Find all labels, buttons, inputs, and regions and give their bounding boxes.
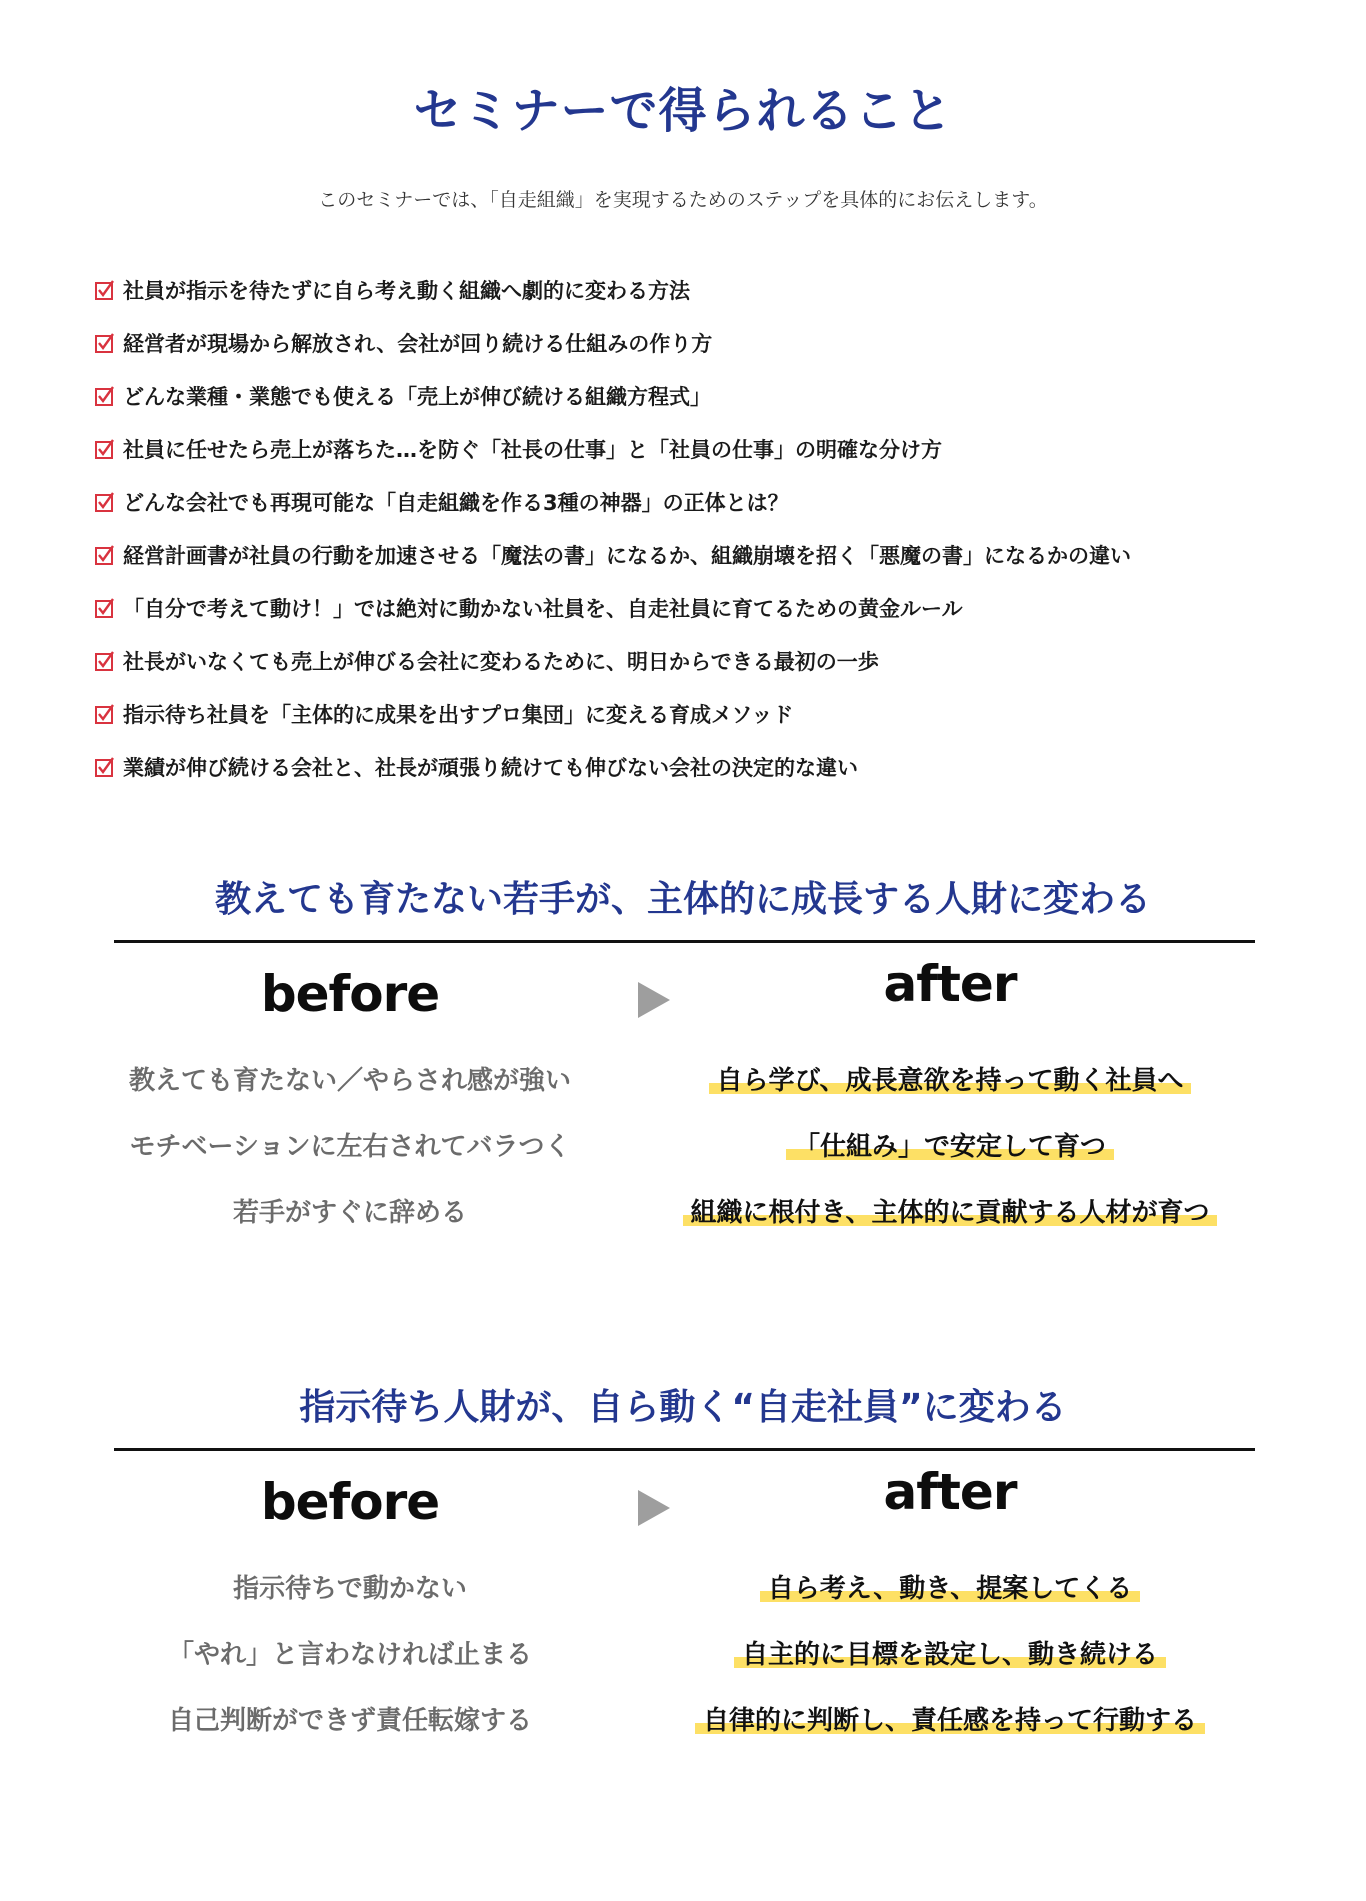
intro-text: このセミナーでは、「自走組織」を実現するためのステップを具体的にお伝えします。 — [318, 189, 1048, 211]
before-item: 教えても育たない／やらされ感が強い — [128, 1065, 571, 1096]
after-item — [640, 1045, 1260, 1111]
benefit-text: 社員が指示を待たずに自ら考え動く組織へ劇的に変わる方法 — [123, 278, 690, 303]
after-label: after — [883, 955, 1017, 1013]
after-item-text: 自律的に判断し、責任感を持って行動する — [695, 1700, 1205, 1737]
before-after-section-2 — [0, 1378, 1366, 1798]
page-title: セミナーで得られること — [413, 83, 953, 139]
before-list — [100, 1045, 600, 1243]
benefit-item — [95, 581, 1325, 634]
checkbox-checked-icon — [95, 545, 115, 565]
after-list — [640, 1553, 1260, 1751]
checkbox-checked-icon — [95, 651, 115, 671]
checkbox-checked-icon — [95, 492, 115, 512]
checkbox-checked-icon — [95, 704, 115, 724]
benefit-item — [95, 316, 1325, 369]
checkbox-checked-icon — [95, 598, 115, 618]
after-item-text: 自主的に目標を設定し、動き続ける — [734, 1634, 1166, 1671]
benefit-text: どんな業種・業態でも使える「売上が伸び続ける組織方程式」 — [123, 384, 711, 409]
before-item: 指示待ちで動かない — [233, 1573, 467, 1604]
after-item — [640, 1111, 1260, 1177]
benefit-text: 経営計画書が社員の行動を加速させる「魔法の書」になるか、組織崩壊を招く「悪魔の書」になるかの違い — [123, 543, 1131, 568]
benefit-item — [95, 263, 1325, 316]
section-divider — [114, 940, 1255, 943]
after-item-text: 組織に根付き、主体的に貢献する人材が育つ — [683, 1192, 1218, 1229]
after-list — [640, 1045, 1260, 1243]
before-label: before — [260, 965, 440, 1023]
checkbox-checked-icon — [95, 280, 115, 300]
checkbox-checked-icon — [95, 386, 115, 406]
after-item-text: 自ら考え、動き、提案してくる — [760, 1568, 1141, 1605]
benefit-text: どんな会社でも再現可能な「自走組織を作る3種の神器」の正体とは？ — [123, 490, 789, 515]
play-arrow-icon — [638, 1490, 670, 1526]
benefit-item — [95, 475, 1325, 528]
before-item: モチベーションに左右されてバラつく — [129, 1131, 571, 1162]
section-title: 教えても育たない若手が、主体的に成長する人財に変わる — [214, 879, 1151, 920]
benefit-text: 社長がいなくても売上が伸びる会社に変わるために、明日からできる最初の一歩 — [123, 649, 879, 674]
checkbox-checked-icon — [95, 757, 115, 777]
after-item — [640, 1619, 1260, 1685]
section-title: 指示待ち人財が、自ら動く“自走社員”に変わる — [299, 1387, 1067, 1428]
after-item — [640, 1177, 1260, 1243]
after-label: after — [883, 1463, 1017, 1521]
after-item-text: 自ら学び、成長意欲を持って動く社員へ — [709, 1060, 1192, 1097]
benefit-item — [95, 369, 1325, 422]
benefit-text: 経営者が現場から解放され、会社が回り続ける仕組みの作り方 — [123, 331, 713, 356]
before-list — [100, 1553, 600, 1751]
benefit-item — [95, 528, 1325, 581]
checkbox-checked-icon — [95, 439, 115, 459]
checkbox-checked-icon — [95, 333, 115, 353]
before-item: 自己判断ができず責任転嫁する — [167, 1705, 532, 1736]
after-item-text: 「仕組み」で安定して育つ — [786, 1126, 1114, 1163]
play-arrow-icon — [638, 982, 670, 1018]
benefit-item — [95, 422, 1325, 475]
section-divider — [114, 1448, 1255, 1451]
after-item — [640, 1685, 1260, 1751]
benefit-text: 業績が伸び続ける会社と、社長が頑張り続けても伸びない会社の決定的な違い — [123, 755, 858, 780]
before-item: 若手がすぐに辞める — [232, 1197, 467, 1228]
benefit-item — [95, 634, 1325, 687]
before-after-section-1 — [0, 870, 1366, 1290]
benefit-item — [95, 740, 1325, 793]
benefit-text: 指示待ち社員を「主体的に成果を出すプロ集団」に変える育成メソッド — [123, 702, 794, 727]
benefit-list — [95, 263, 1325, 793]
after-item — [640, 1553, 1260, 1619]
benefit-text: 社員に任せたら売上が落ちた…を防ぐ「社長の仕事」と「社員の仕事」の明確な分け方 — [123, 437, 942, 462]
before-label: before — [260, 1473, 440, 1531]
benefit-text: 「自分で考えて動け！」では絶対に動かない社員を、自走社員に育てるための黄金ルール — [123, 596, 963, 621]
before-item: 「やれ」と言わなければ止まる — [167, 1639, 532, 1670]
benefit-item — [95, 687, 1325, 740]
